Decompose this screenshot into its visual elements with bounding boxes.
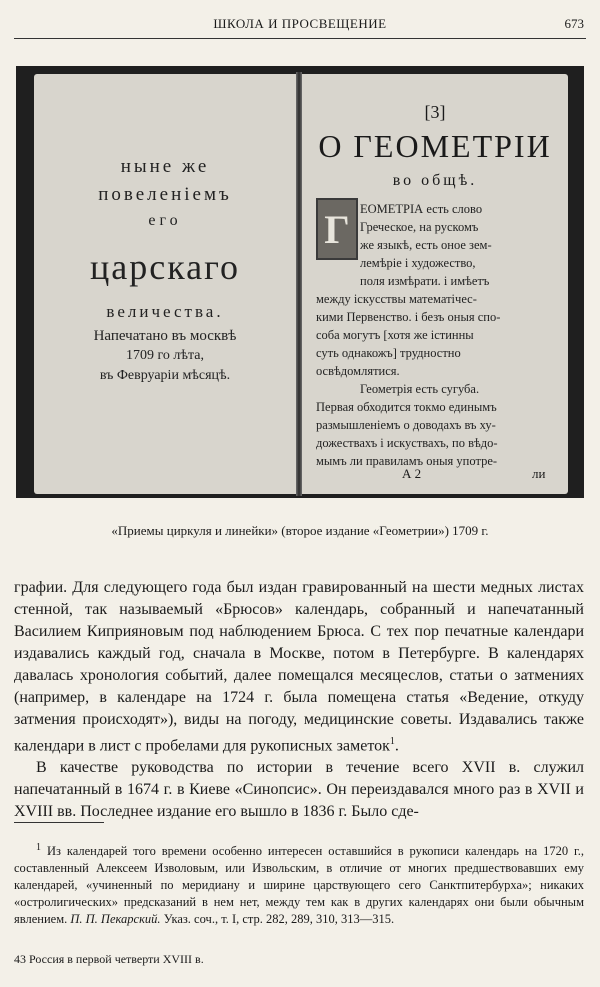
book-text-line: лемѣрiе i художество, <box>360 256 476 270</box>
body-paragraph <box>14 577 584 757</box>
title-line-4: царскаго <box>89 247 240 287</box>
title-line-3: его <box>148 212 182 229</box>
book-chapter-title: О ГЕОМЕТРIИ <box>318 128 552 164</box>
ornamental-dropcap <box>316 198 358 260</box>
footnote-ref[interactable]: 1 <box>389 736 395 747</box>
paragraph-text: графии. Для следующего года был издан гравированный на шести медных листах стенной, так называемый «Брюсов» календарь, собранный и напечатанный Василием Киприяновым под наблюдением Брюса. С тех пор печатные календари издавались каждый год, сначала в Москве, потом в Петербурге. В календарях давалась хронология событий, далее помещался месяцеслов, статьи о затмениях (например, в календаре на 1724 г. была помещена статья «Ведение, откуду затмения происходят»), виды на погоду, медицинские советы. Издавались также календари в лист с пробелами для рукописных заметок <box>14 579 584 755</box>
book-text-line: освѣдомлятися. <box>316 364 400 378</box>
book-text-line: же языкѣ, есть оное зем- <box>360 238 492 252</box>
title-line-8: въ Февруарiи мѣсяцѣ. <box>99 368 231 383</box>
book-photograph <box>16 66 584 498</box>
title-line-1: ныне же <box>120 156 210 177</box>
footnote-reference: Указ. соч., т. I, стр. 282, 289, 310, 313—315. <box>163 912 395 927</box>
footnote-marker: 1 <box>36 842 41 853</box>
paragraph-end: . <box>394 737 399 755</box>
dropcap-letter: Г <box>324 206 350 252</box>
title-line-6: Напечатано въ москвѣ <box>93 328 237 344</box>
book-page-number: [3] <box>424 102 446 122</box>
footnote <box>14 839 584 928</box>
page-number: 673 <box>564 16 584 31</box>
book-text-line: мымъ ли правиламъ оныя употре- <box>316 454 498 468</box>
page-header <box>14 14 586 39</box>
title-page <box>34 74 296 494</box>
book-text-line: Первая обходится токмо единымъ <box>316 400 497 414</box>
book-text-line: размышленiемъ о доводахъ въ ху- <box>316 418 496 432</box>
footnote-divider <box>14 822 104 823</box>
text-page <box>302 74 568 494</box>
title-line-7: 1709 го лѣта, <box>126 348 204 363</box>
book-chapter-subtitle: во общѣ. <box>392 172 478 189</box>
footnote-text: Из календарей того времени особенно интересен оставшийся в рукописи календарь на 1720 г., составленный Алексеем Изволовым, или Извольским, в отличие от многих предшествовавших ему календарей, «учиненный по меридиану и ширине царствующего сего Санктпитербурха»; никаких «остролигических» предсказаний в нем нет, между тем как в других календарях они были обычным явлением. <box>14 844 585 927</box>
book-text-line: между iскусствы математiчес- <box>316 292 477 306</box>
footnote-author: П. П. Пекарский. <box>70 912 161 927</box>
book-text-line: соба могутъ [хотя же iстинны <box>316 328 474 342</box>
signature-mark: 43 Россия в первой четверти XVIII в. <box>14 952 204 966</box>
printer-signature: А 2 <box>402 466 422 481</box>
running-head: ШКОЛА И ПРОСВЕЩЕНИЕ <box>213 16 387 31</box>
figure-caption: «Приемы циркуля и линейки» (второе издание «Геометрии») 1709 г. <box>111 523 489 538</box>
catchword: ли <box>532 466 546 481</box>
body-paragraph: В качестве руководства по истории в течение всего XVII в. служил напечатанный в 1674 г. в Киеве «Синопсис». Он переиздавался много раз в XVII и XVIII вв. Последнее издание его вышло в 1836 г. Было сде- <box>14 759 584 820</box>
book-text-line: Греческое, на рускомъ <box>360 220 479 234</box>
title-line-2: повеленiемъ <box>98 184 232 205</box>
book-text-line: кими Первенство. i безъ оныя спо- <box>316 310 501 324</box>
book-text-line: Геометрiя есть сугуба. <box>360 382 480 396</box>
book-text-line: поля измѣрати. i имѣетъ <box>360 274 490 288</box>
book-text-line: суть однакожъ] трудностно <box>316 346 461 360</box>
title-line-5: величества. <box>106 302 224 321</box>
book-text-line: ЕОМЕТРIА есть слово <box>360 202 483 216</box>
book-text-line: дожествахъ i искуствахъ, по вѣдо- <box>316 436 498 450</box>
